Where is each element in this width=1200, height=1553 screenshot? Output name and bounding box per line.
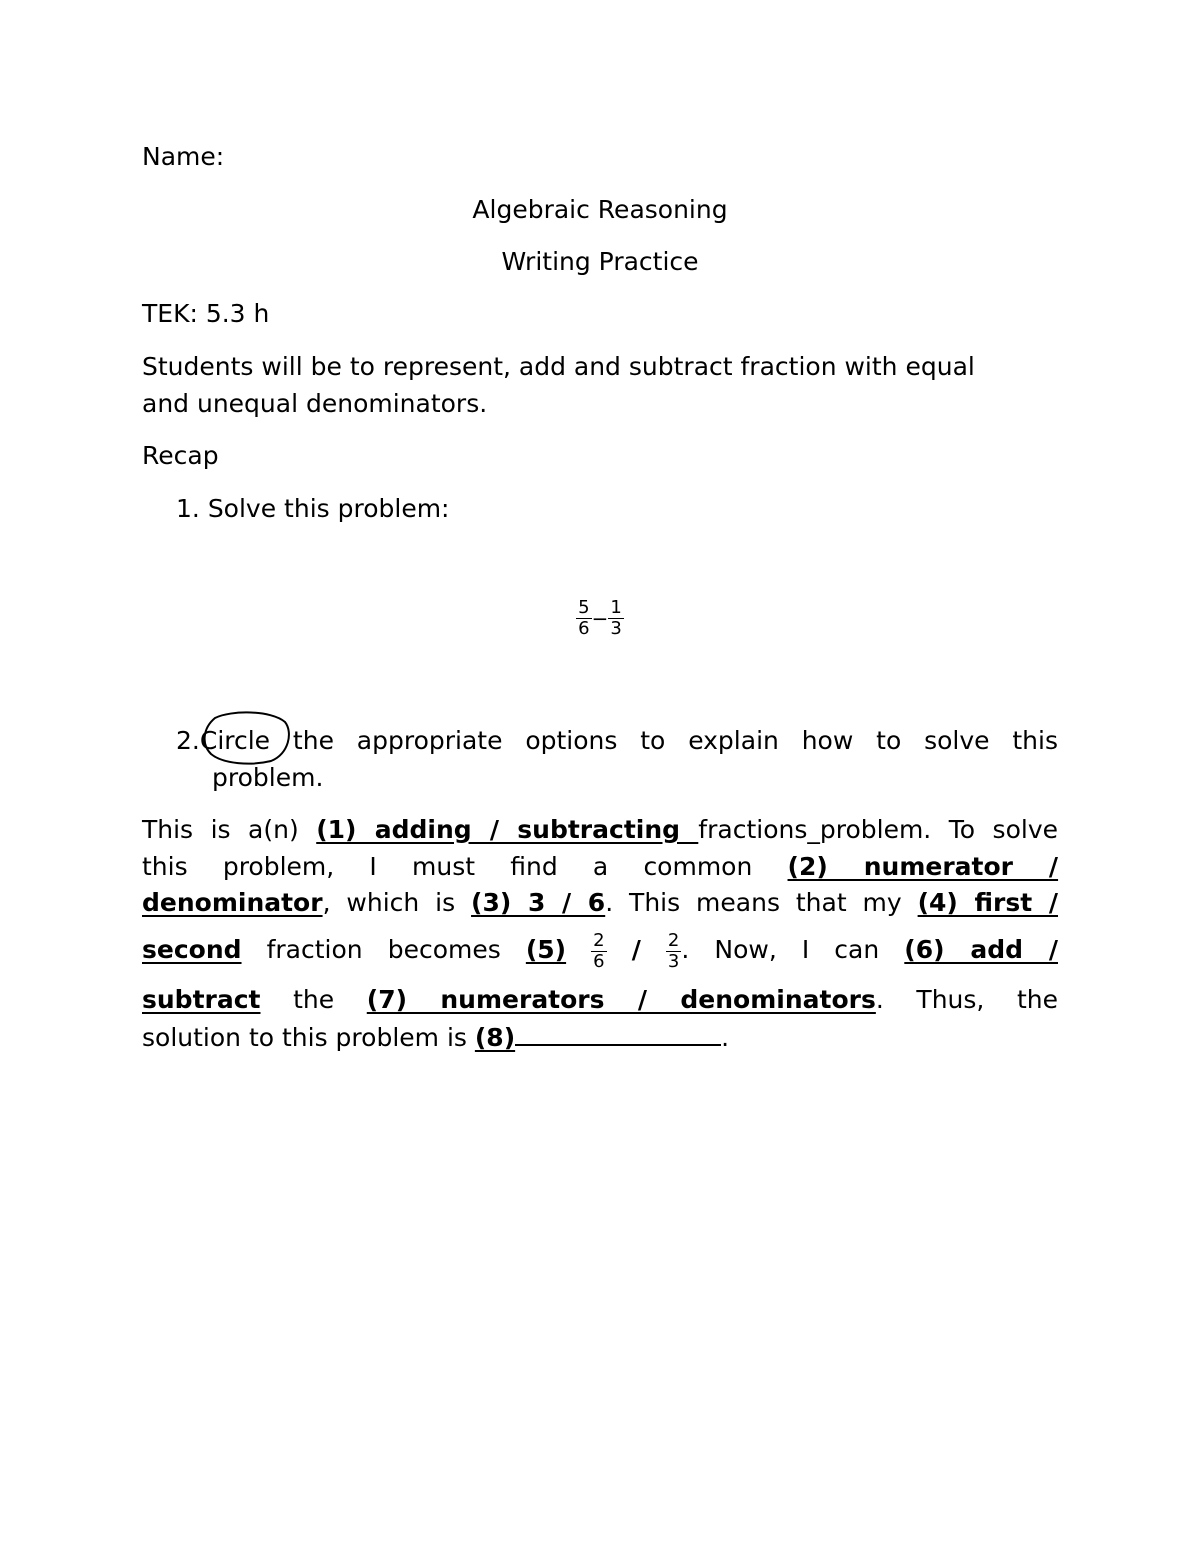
- question-2-line-2: problem.: [212, 763, 324, 792]
- fraction-numerator: 2: [667, 929, 680, 951]
- fraction-1-3: [608, 598, 623, 639]
- option-4-part-2[interactable]: second: [142, 935, 242, 964]
- option-5[interactable]: (5): [525, 935, 567, 964]
- fraction-2-3[interactable]: [666, 931, 681, 972]
- paragraph-word: this: [142, 852, 188, 881]
- paragraph-text: solution to this problem is: [142, 1023, 475, 1052]
- fraction-denominator: 6: [593, 950, 605, 972]
- option-3[interactable]: (3) 3 / 6: [471, 888, 606, 917]
- paragraph-word: problem,: [222, 852, 335, 881]
- recap-heading: Recap: [142, 441, 219, 470]
- fraction-denominator: 3: [610, 618, 622, 639]
- paragraph-text: .: [721, 1023, 730, 1052]
- option-4-part-1[interactable]: (4) first /: [917, 888, 1059, 917]
- option-6-part-2[interactable]: subtract: [142, 985, 261, 1014]
- paragraph-text: . Thus, the: [875, 985, 1058, 1014]
- paragraph-line-1: [142, 815, 1058, 844]
- fraction-denominator: 3: [667, 950, 680, 972]
- option-8: (8): [474, 1023, 516, 1052]
- name-label: Name:: [142, 142, 225, 171]
- option-7[interactable]: (7) numerators / denominators: [366, 985, 876, 1014]
- paragraph-text: , which is: [322, 888, 472, 917]
- fraction-expression: [0, 598, 1200, 639]
- page-subtitle: Writing Practice: [501, 247, 699, 276]
- paragraph-word: a: [592, 852, 609, 881]
- paragraph-line-6: [142, 1022, 729, 1053]
- question-2-number: 2.: [176, 726, 200, 755]
- fraction-denominator: 6: [578, 618, 590, 639]
- paragraph-word: must: [412, 852, 476, 881]
- question-2-line-1: [176, 726, 1058, 755]
- paragraph-line-5: [142, 985, 1058, 1014]
- question-2-text: the appropriate options to explain how to solve this: [292, 726, 1058, 755]
- paragraph-line-2: [142, 852, 1058, 881]
- paragraph-line-3: [142, 888, 1058, 917]
- option-2-part-2[interactable]: denominator: [142, 888, 323, 917]
- question-1-text: Solve this problem:: [207, 494, 450, 523]
- fraction-numerator: 1: [610, 597, 622, 618]
- paragraph-text: . Now, I can: [681, 935, 905, 964]
- question-1-number: 1.: [176, 494, 200, 523]
- paragraph-text: . This means that my: [605, 888, 918, 917]
- tek-label: TEK: 5.3 h: [142, 299, 270, 328]
- answer-blank[interactable]: [515, 1022, 721, 1046]
- hand-drawn-circle-icon: [201, 708, 291, 766]
- option-2-part-1[interactable]: (2) numerator /: [787, 852, 1059, 881]
- page-title: Algebraic Reasoning: [472, 195, 728, 224]
- paragraph-text: This is a(n): [142, 815, 317, 844]
- paragraph-word: I: [369, 852, 377, 881]
- objective-line-1: Students will be to represent, add and subtract fraction with equal: [142, 352, 975, 381]
- fraction-numerator: 5: [578, 597, 590, 618]
- circled-word: Circle: [199, 726, 271, 755]
- paragraph-line-4: [142, 928, 1058, 972]
- paragraph-text: the: [260, 985, 367, 1014]
- paragraph-text: fractions_problem. To solve: [698, 815, 1058, 844]
- option-6-part-1[interactable]: (6) add /: [904, 935, 1058, 964]
- paragraph-word: find: [510, 852, 558, 881]
- fraction-5-6: [576, 598, 591, 639]
- paragraph-text: fraction becomes: [241, 935, 526, 964]
- option-5-slash: /: [631, 935, 641, 964]
- question-1: [176, 494, 449, 524]
- paragraph-word: common: [643, 852, 753, 881]
- option-1[interactable]: (1) adding / subtracting: [316, 815, 699, 844]
- fraction-numerator: 2: [593, 929, 605, 951]
- objective-line-2: and unequal denominators.: [142, 389, 488, 418]
- fraction-2-6[interactable]: [591, 931, 606, 972]
- minus-operator: −: [591, 606, 609, 631]
